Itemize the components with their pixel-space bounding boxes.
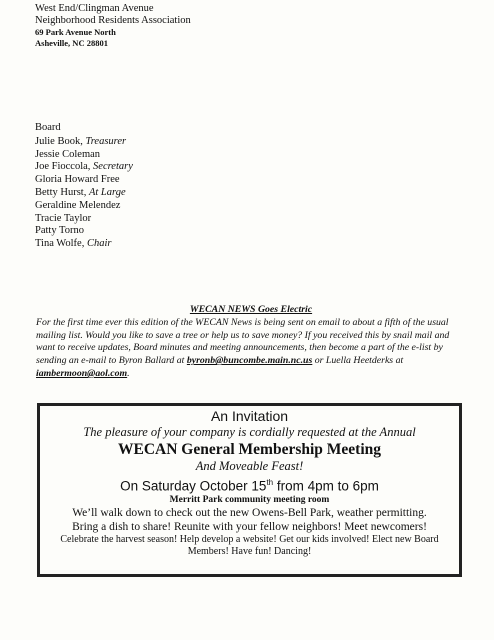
board-member: Julie Book, Treasurer — [35, 135, 127, 147]
letterhead — [35, 3, 191, 49]
invitation-request: The pleasure of your company is cordially requested at the Annual — [83, 425, 416, 439]
invitation-body-line3: Celebrate the harvest season! Help develop a website! Get our kids involved! Elect new Board — [60, 533, 439, 545]
board-member: Geraldine Melendez — [35, 199, 121, 211]
board-member: Joe Fioccola, Secretary — [35, 161, 133, 173]
invitation-body-line1: We’ll walk down to check out the new Owens-Bell Park, weather permitting. — [72, 506, 427, 519]
meeting-title: WECAN General Membership Meeting — [117, 441, 382, 458]
board-member: Jessie Coleman — [35, 148, 101, 160]
city-state-zip: Asheville, NC 28801 — [35, 38, 108, 48]
invitation-title: An Invitation — [210, 408, 289, 424]
news-section — [36, 304, 466, 381]
news-body: For the first time ever this edition of the WECAN News is being sent on email to about a fifth of the usual mailing list. Would you like to save a tree or help us to save money? If you received this by snail mail and want to receive updates, Board minutes and meeting announcements, then become a part of the e-list by sending an e-mail to Byron Ballard at byronb@buncombe.main.nc.us or Luella Heetderks at iambermoon@aol.com. — [36, 316, 450, 379]
org-name-line1: West End/Clingman Avenue — [35, 3, 154, 14]
invitation-body-line2: Bring a dish to share! Reunite with your fellow neighbors! Meet newcomers! — [72, 520, 427, 533]
board-member: Tracie Taylor — [35, 212, 92, 224]
news-headline: WECAN NEWS Goes Electric — [189, 304, 313, 315]
board-member: Patty Torno — [35, 225, 84, 237]
board-list — [35, 122, 133, 251]
board-member: Tina Wolfe, Chair — [35, 238, 112, 250]
board-member: Betty Hurst, At Large — [35, 186, 126, 198]
meeting-date: On Saturday October 15th from 4pm to 6pm — [120, 478, 379, 494]
board-member: Gloria Howard Free — [35, 174, 120, 186]
street-address: 69 Park Avenue North — [35, 27, 116, 37]
email-link-byron[interactable]: byronb@buncombe.main.nc.us — [186, 355, 313, 367]
meeting-subtitle: And Moveable Feast! — [195, 459, 304, 473]
invitation-body-line4: Members! Have fun! Dancing! — [187, 546, 312, 557]
meeting-location: Merritt Park community meeting room — [169, 494, 330, 505]
email-link-luella[interactable]: iambermoon@aol.com — [36, 367, 128, 379]
invitation-box — [37, 403, 462, 577]
org-name-line2: Neighborhood Residents Association — [35, 15, 191, 26]
board-title: Board — [35, 122, 61, 133]
